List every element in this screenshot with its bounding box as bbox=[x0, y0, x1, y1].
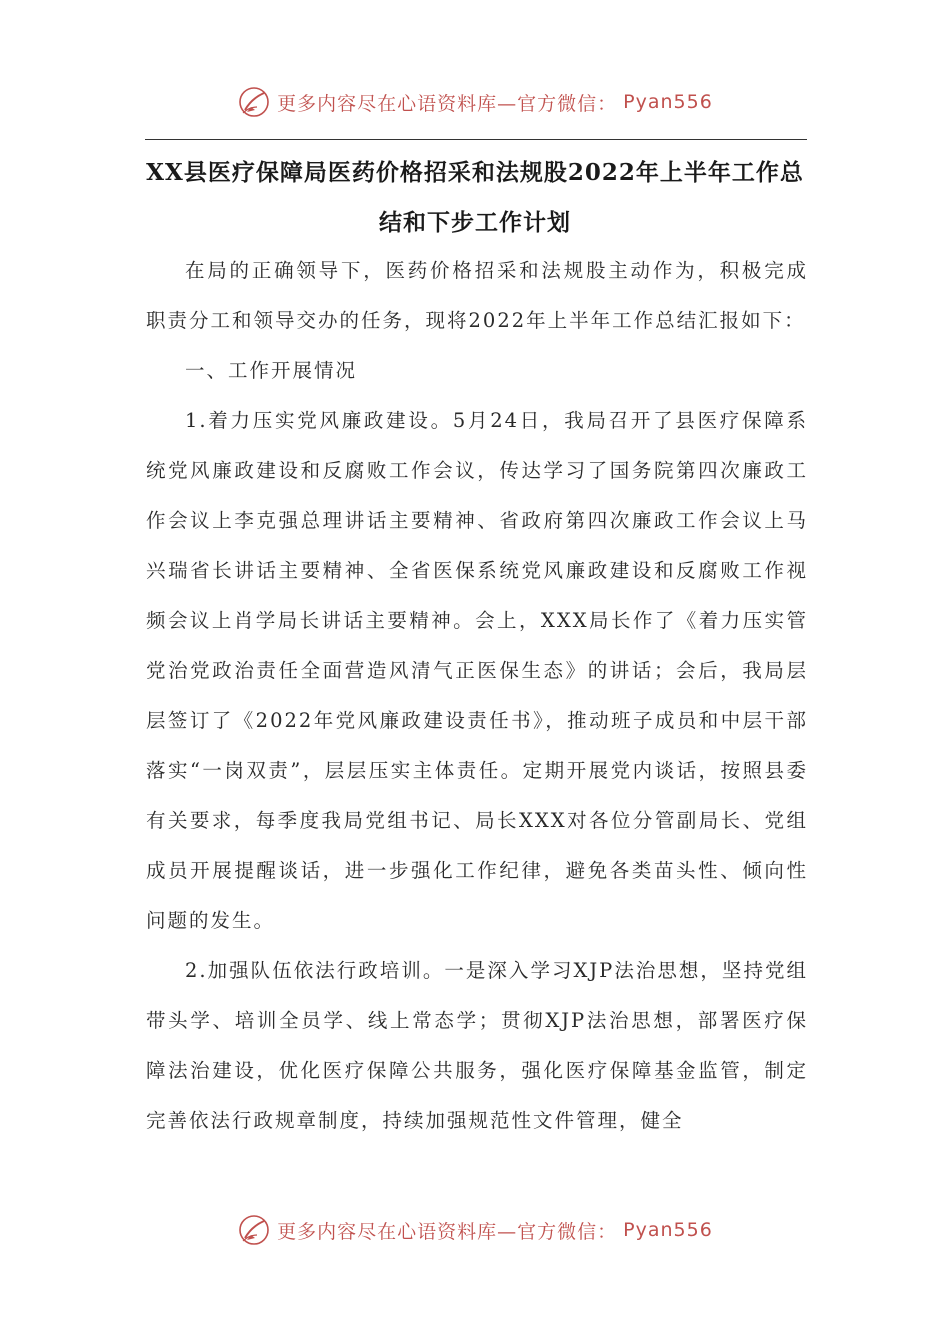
header-wechat-id: Pyan556 bbox=[623, 91, 713, 113]
item-1-paragraph: 1.着力压实党风廉政建设。5月24日，我局召开了县医疗保障系统党风廉政建设和反腐败工作会议，传达学习了国务院第四次廉政工作会议上李克强总理讲话主要精神、省政府第四次廉政工作会议上马兴瑞省长讲话主要精神、全省医保系统党风廉政建设和反腐败工作视频会议上肖学局长讲话主要精神。会上，XXX局长作了《着力压实管党治党政治责任全面营造风清气正医保生态》的讲话；会后，我局层层签订了《2022年党风廉政建设责任书》，推动班子成员和中层干部落实“一岗双责”，层层压实主体责任。定期开展党内谈话，按照县委有关要求，每季度我局党组书记、局长XXX对各位分管副局长、党组成员开展提醒谈话，进一步强化工作纪律，避免各类苗头性、倾向性问题的发生。 bbox=[146, 409, 808, 932]
intro-paragraph: 在局的正确领导下，医药价格招采和法规股主动作为，积极完成职责分工和领导交办的任务，现将2022年上半年工作总结汇报如下： bbox=[146, 259, 808, 332]
header-banner bbox=[0, 82, 950, 122]
item-2-paragraph: 2.加强队伍依法行政培训。一是深入学习XJP法治思想，坚持党组带头学、培训全员学、线上常态学；贯彻XJP法治思想，部署医疗保障法治建设，优化医疗保障公共服务，强化医疗保障基金监管，制定完善依法行政规章制度，持续加强规范性文件管理，健全 bbox=[146, 959, 808, 1132]
pen-logo-icon bbox=[237, 1213, 271, 1247]
footer-banner-text: 更多内容尽在心语资料库—官方微信： bbox=[277, 1220, 618, 1243]
pen-logo-icon bbox=[237, 85, 271, 119]
document-body bbox=[146, 246, 808, 1146]
footer-wechat-id: Pyan556 bbox=[623, 1219, 713, 1241]
section-heading: 一、工作开展情况 bbox=[185, 359, 358, 382]
header-divider bbox=[145, 139, 807, 140]
footer-banner bbox=[0, 1210, 950, 1250]
header-banner-text: 更多内容尽在心语资料库—官方微信： bbox=[277, 92, 618, 115]
document-title: XX县医疗保障局医药价格招采和法规股2022年上半年工作总结和下步工作计划 bbox=[146, 159, 804, 236]
